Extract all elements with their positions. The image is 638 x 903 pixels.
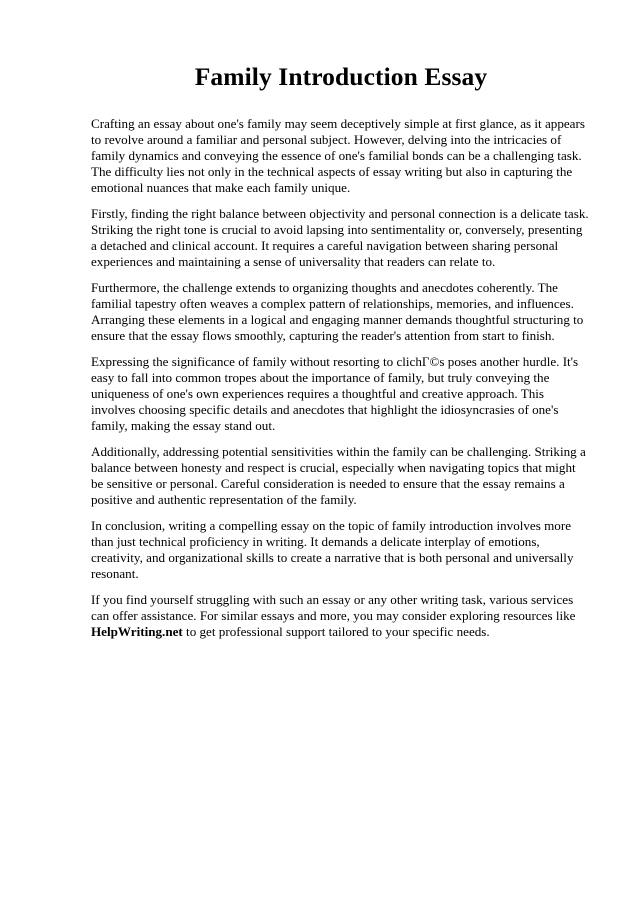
paragraph-closing [91,592,591,640]
page-title: Family Introduction Essay [194,62,488,91]
essay-body [91,116,591,640]
paragraph-cliches: Expressing the significance of family without resorting to clichΓ©s poses another hurdle. It's easy to fall into common tropes about the importance of family, but truly conveying the uniqueness of one's own experiences requires a thoughtful and creative approach. This involves choosing specific details and anecdotes that highlight the idiosyncrasies of one's family, making the essay stand out. [91,354,579,433]
helpwriting-link[interactable]: HelpWriting.net [91,624,183,639]
paragraph-sensitivities: Additionally, addressing potential sensitivities within the family can be challenging. Striking a balance between honesty and respect is crucial, especially when navigating topics that might be sensitive or personal. Careful consideration is needed to ensure that the essay remains a positive and authentic representation of the family. [91,444,586,507]
paragraph-intro: Crafting an essay about one's family may seem deceptively simple at first glance, as it appears to revolve around a familiar and personal subject. However, delving into the intricacies of family dynamics and conveying the essence of one's familial bonds can be a challenging task. The difficulty lies not only in the technical aspects of essay writing but also in capturing the emotional nuances that make each family unique. [91,116,585,195]
document-page [91,0,591,650]
paragraph-conclusion: In conclusion, writing a compelling essay on the topic of family introduction involves more than just technical proficiency in writing. It demands a delicate interplay of emotions, creativity, and organizational skills to create a narrative that is both personal and universally resonant. [91,518,574,581]
closing-text-before: If you find yourself struggling with such an essay or any other writing task, various services can offer assistance. For similar essays and more, you may consider exploring resources like [91,592,576,623]
paragraph-organizing: Furthermore, the challenge extends to organizing thoughts and anecdotes coherently. The familial tapestry often weaves a complex pattern of relationships, memories, and influences. Arranging these elements in a logical and engaging manner demands thoughtful structuring to ensure that the essay flows smoothly, capturing the reader's attention from start to finish. [91,280,584,343]
closing-text-after: to get professional support tailored to your specific needs. [182,624,490,639]
paragraph-balance: Firstly, finding the right balance between objectivity and personal connection is a delicate task. Striking the right tone is crucial to avoid lapsing into sentimentality or, conversely, presenting a detached and clinical account. It requires a careful navigation between sharing personal experiences and maintaining a sense of universality that readers can relate to. [91,206,589,269]
